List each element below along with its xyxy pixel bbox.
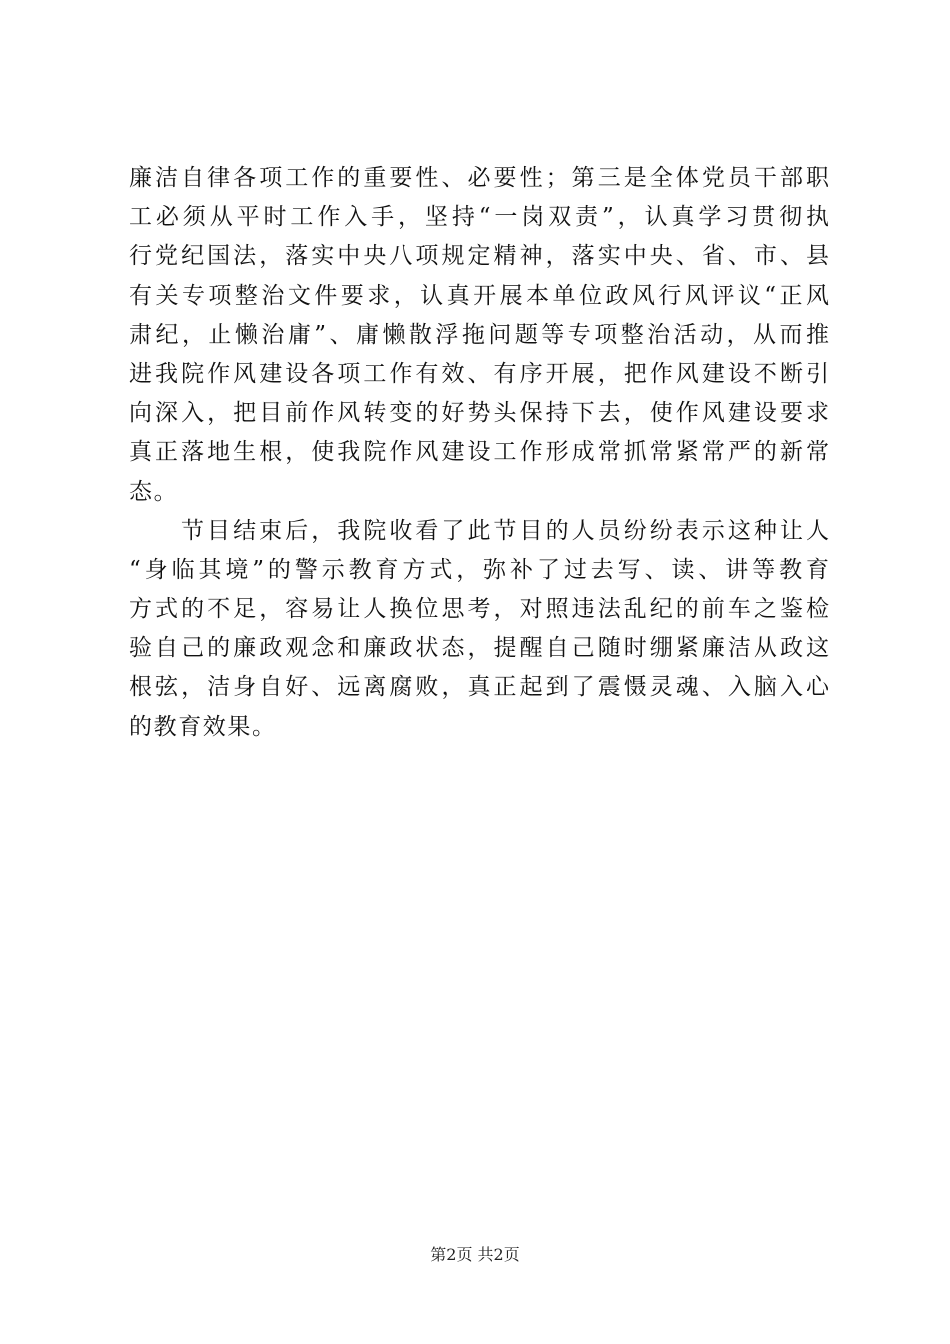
paragraph-1 — [129, 159, 829, 512]
page-number: 第2页 共2页 — [430, 1245, 520, 1264]
paragraph-line: 工必须从平时工作入手，坚持“一岗双责”，认真学习贯彻执 — [129, 204, 829, 231]
paragraph-line: 进我院作风建设各项工作有效、有序开展，把作风建设不断引 — [129, 360, 829, 387]
paragraph-line: 肃纪，止懒治庸”、庸懒散浮拖问题等专项整治活动，从而推 — [129, 321, 829, 348]
paragraph-line: 根弦，洁身自好、远离腐败，真正起到了震慑灵魂、入脑入心 — [129, 674, 829, 701]
paragraph-line: 向深入，把目前作风转变的好势头保持下去，使作风建设要求 — [129, 400, 829, 427]
paragraph-line: 廉洁自律各项工作的重要性、必要性；第三是全体党员干部职 — [129, 165, 829, 191]
paragraph-2 — [129, 512, 829, 747]
paragraph-line: 行党纪国法，落实中央八项规定精神，落实中央、省、市、县 — [129, 243, 829, 270]
paragraph-line: 节目结束后，我院收看了此节目的人员纷纷表示这种让人 — [181, 517, 829, 544]
paragraph-line: 态。 — [129, 478, 179, 505]
paragraph-line: 验自己的廉政观念和廉政状态，提醒自己随时绷紧廉洁从政这 — [129, 635, 829, 662]
document-body — [129, 159, 829, 747]
paragraph-line: “身临其境”的警示教育方式，弥补了过去写、读、讲等教育 — [129, 556, 829, 583]
paragraph-line: 有关专项整治文件要求，认真开展本单位政风行风评议“正风 — [129, 282, 829, 309]
paragraph-line: 方式的不足，容易让人换位思考，对照违法乱纪的前车之鉴检 — [129, 596, 829, 623]
paragraph-line: 真正落地生根，使我院作风建设工作形成常抓常紧常严的新常 — [129, 439, 829, 466]
paragraph-line: 的教育效果。 — [129, 713, 277, 740]
page-footer — [0, 1244, 950, 1266]
